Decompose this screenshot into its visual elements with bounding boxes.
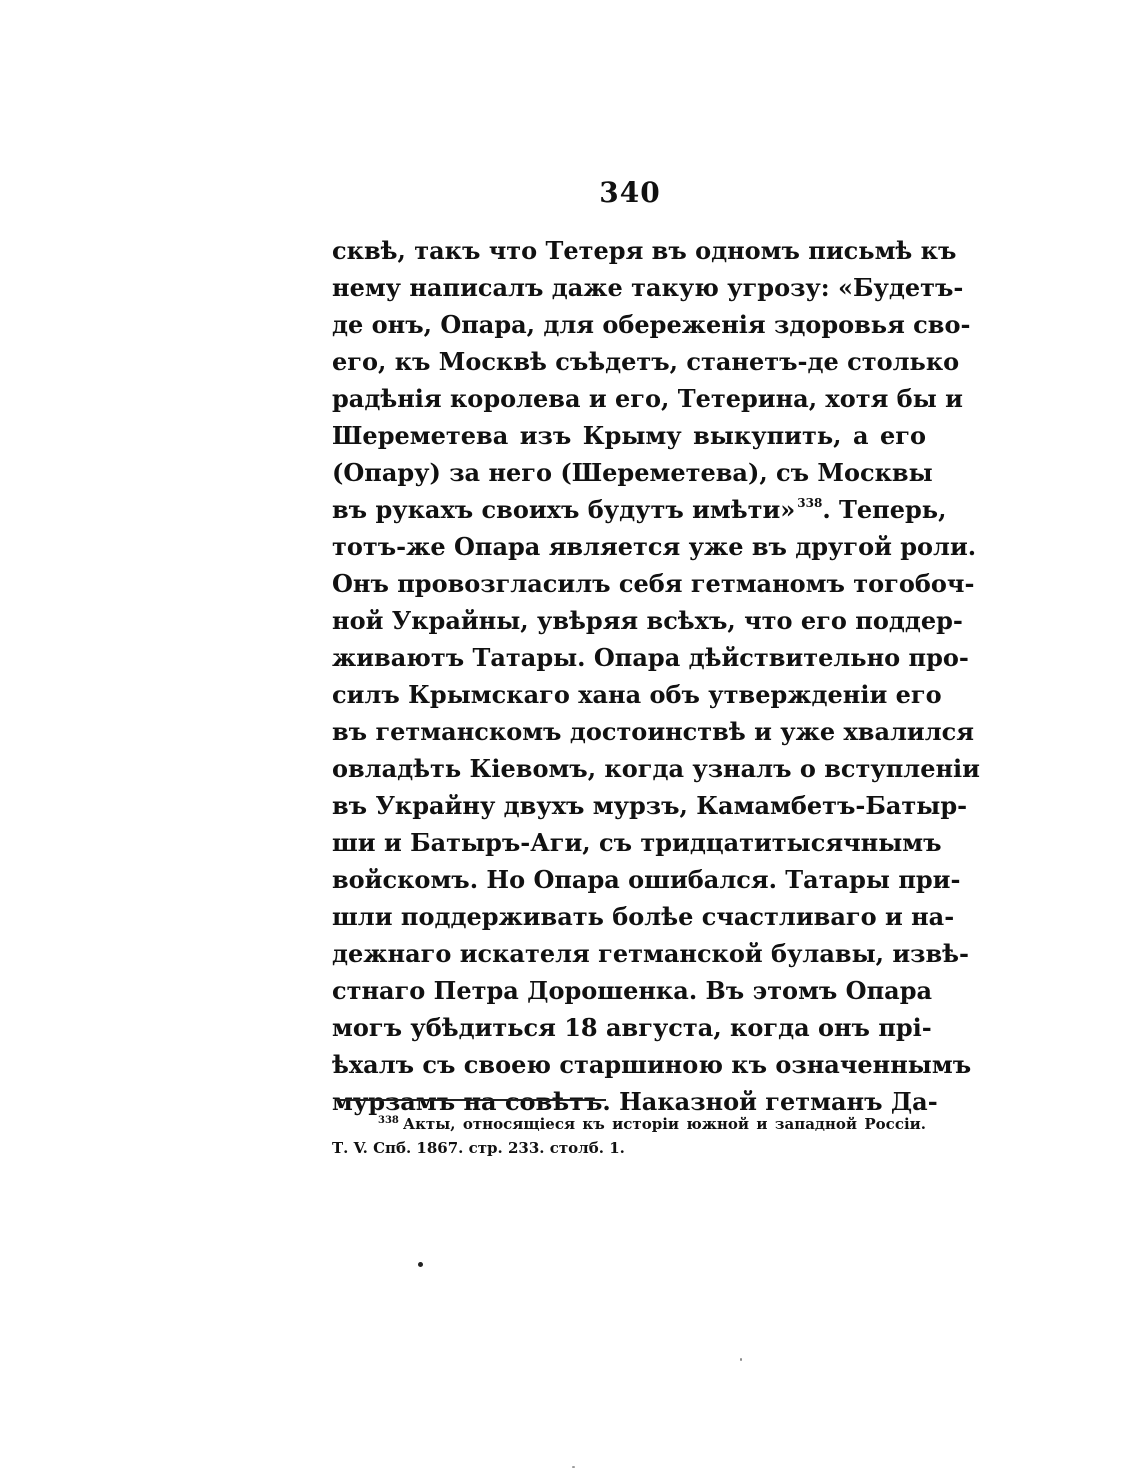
text-line-with-footnote-ref [332,491,947,528]
text-line: де онъ, Опара, для обереженія здоровья сво- [332,310,971,339]
text-line: въ гетманскомъ достоинствѣ и уже хвалился [332,717,974,746]
scan-speck [418,1262,423,1267]
scan-speck [572,1466,575,1468]
page-number: 340 [599,176,661,209]
text-line: шли поддерживать болѣе счастливаго и на- [332,902,955,931]
scan-speck [740,1358,742,1361]
text-line: войскомъ. Но Опара ошибался. Татары при- [332,865,961,894]
footnote-separator [336,1099,606,1101]
text-line: ѣхалъ съ своею старшиною къ означеннымъ [332,1050,972,1079]
text-line: въ Украйну двухъ мурзъ, Камамбетъ-Батыр- [332,791,968,820]
footnote-reference: 338 [797,496,823,510]
footnote-line: Т. V. Спб. 1867. стр. 233. столб. 1. [332,1139,625,1157]
text-line: могъ убѣдиться 18 августа, когда онъ прі- [332,1013,932,1042]
text-line: Шереметева изъ Крыму выкупить, а его [332,421,926,450]
text-line: живаютъ Татары. Опара дѣйствительно про- [332,643,969,672]
text-line: (Опару) за него (Шереметева), съ Москвы [332,458,933,487]
main-text [332,232,980,1120]
text-line: сквѣ, такъ что Тетеря въ одномъ письмѣ къ [332,236,957,265]
footnote-marker: 338 [378,1115,399,1126]
footnote-line [332,1112,926,1136]
text-line: тотъ-же Опара является уже въ другой роли. [332,532,977,561]
text-line: стнаго Петра Дорошенка. Въ этомъ Опара [332,976,933,1005]
text-line: его, къ Москвѣ съѣдетъ, станетъ-де столько [332,347,960,376]
footnote [332,1112,926,1160]
text-line: мурзамъ на совѣтъ. Наказной гетманъ Да- [332,1087,938,1116]
text-line: Онъ провозгласилъ себя гетманомъ тогобоч- [332,569,975,598]
text-line: силъ Крымскаго хана объ утвержденіи его [332,680,942,709]
text-line: нему написалъ даже такую угрозу: «Будетъ- [332,273,964,302]
footnote-text: Акты, относящіеся къ исторіи южной и западной Россіи. [402,1115,926,1133]
text-line: дежнаго искателя гетманской булавы, извѣ- [332,939,969,968]
text-line-start: въ рукахъ своихъ будутъ имѣти» [332,495,796,524]
text-line: овладѣть Кіевомъ, когда узналъ о вступленіи [332,754,980,783]
text-line: ши и Батыръ-Аги, съ тридцатитысячнымъ [332,828,942,857]
text-line: радѣнія королева и его, Тетерина, хотя бы и [332,384,963,413]
text-line: ной Украйны, увѣряя всѣхъ, что его поддер- [332,606,963,635]
text-line-end: . Теперь, [822,495,947,524]
